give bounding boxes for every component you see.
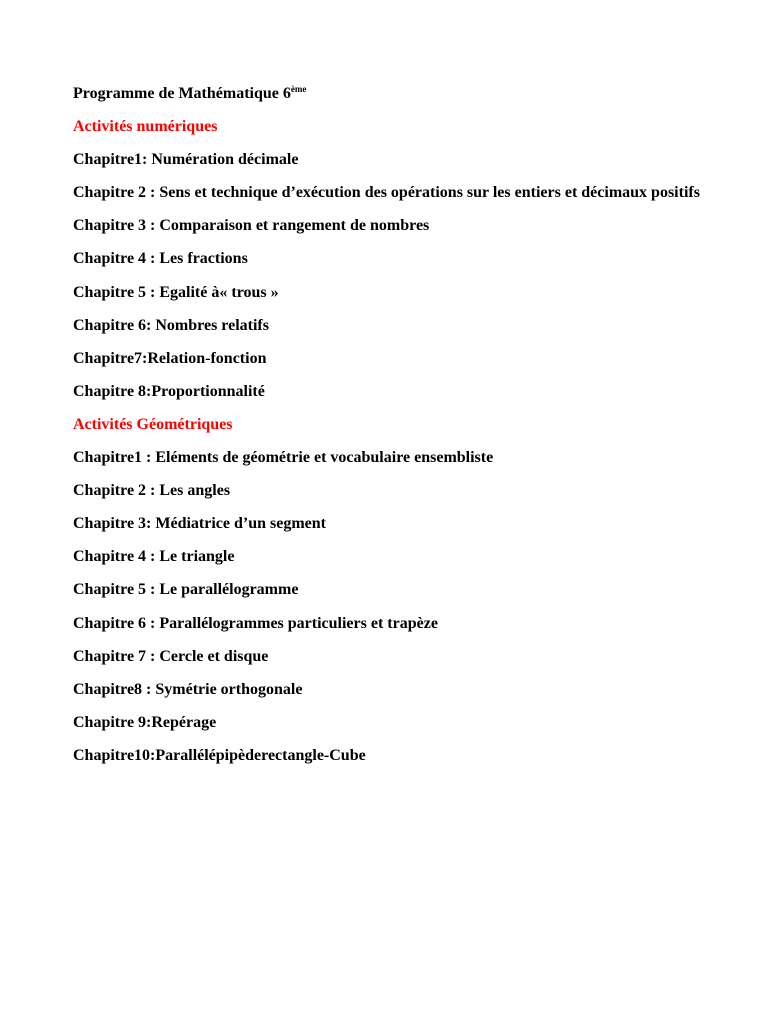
chapter-item: Chapitre 2 : Les angles <box>73 482 231 500</box>
chapter-item: Chapitre1 : Eléments de géométrie et vocabulaire ensembliste <box>73 449 494 467</box>
chapter-item: Chapitre7:Relation-fonction <box>73 349 267 367</box>
chapter-item: Chapitre 8:Proportionnalité <box>73 382 265 400</box>
chapter-item: Chapitre 6: Nombres relatifs <box>73 316 269 334</box>
chapter-item: Chapitre 6 : Parallélogrammes particuliers et trapèze <box>73 614 438 632</box>
chapter-item: Chapitre 5 : Egalité à« trous » <box>73 283 279 301</box>
chapter-item: Chapitre 2 : Sens et technique d’exécution des opérations sur les entiers et décimaux positifs <box>73 184 700 202</box>
chapter-item: Chapitre 5 : Le parallélogramme <box>73 581 299 599</box>
chapter-item: Chapitre 4 : Le triangle <box>73 548 235 566</box>
chapter-item: Chapitre10:Parallélépipèderectangle-Cube <box>73 746 366 764</box>
section-heading-numeric: Activités numériques <box>73 118 218 136</box>
chapter-item: Chapitre 3 : Comparaison et rangement de nombres <box>73 217 430 235</box>
title-text: Programme de Mathématique 6 <box>73 85 291 102</box>
section-heading-geometric: Activités Géométriques <box>73 415 233 433</box>
chapter-item: Chapitre 4 : Les fractions <box>73 250 248 268</box>
chapter-item: Chapitre 7 : Cercle et disque <box>73 647 269 665</box>
chapter-item: Chapitre 3: Médiatrice d’un segment <box>73 515 326 533</box>
document-title <box>73 84 753 117</box>
chapter-item: Chapitre 9:Repérage <box>73 713 217 731</box>
chapter-item: Chapitre1: Numération décimale <box>73 151 299 169</box>
title-superscript: ème <box>290 84 307 94</box>
chapter-item: Chapitre8 : Symétrie orthogonale <box>73 680 303 698</box>
document-page <box>73 84 753 779</box>
